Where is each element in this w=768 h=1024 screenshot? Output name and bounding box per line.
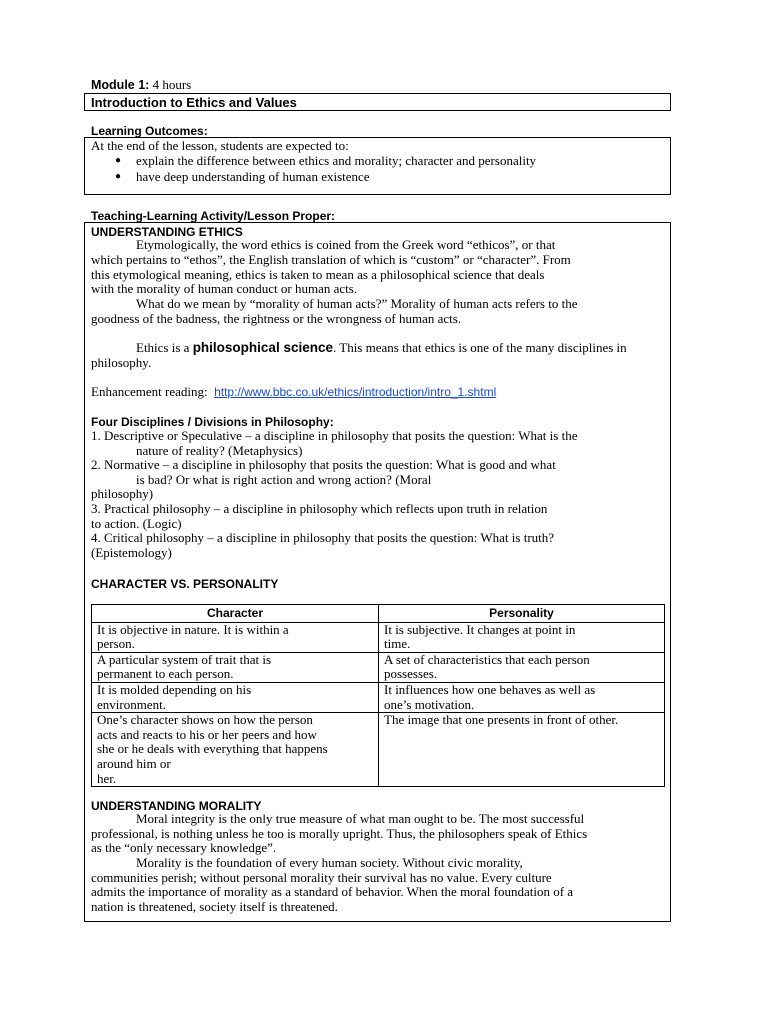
table-row <box>92 713 665 787</box>
character-cell <box>92 713 379 787</box>
character-personality-heading: CHARACTER VS. PERSONALITY <box>91 577 279 591</box>
cell-line: possesses. <box>384 666 438 682</box>
module-label: Module 1: <box>91 78 150 92</box>
discipline-line: nature of reality? (Metaphysics) <box>136 443 303 458</box>
morality-p2-line: communities perish; without personal morality their survival has no value. Every culture <box>91 870 552 885</box>
ethics-p2-line: What do we mean by “morality of human acts?” Morality of human acts refers to the <box>136 296 578 311</box>
cell-line: time. <box>384 636 411 652</box>
learning-outcomes-heading: Learning Outcomes: <box>91 124 208 138</box>
enhancement-reading <box>91 385 496 400</box>
learning-outcomes-box <box>84 137 671 195</box>
discipline-line: 1. Descriptive or Speculative – a discipline in philosophy that posits the question: What is the <box>91 428 578 443</box>
cell-line: she or he deals with everything that happens <box>97 741 328 757</box>
table-row <box>92 652 665 682</box>
discipline-line: is bad? Or what is right action and wrong action? (Moral <box>136 472 432 487</box>
ethics-p1-line: Etymologically, the word ethics is coined from the Greek word “ethicos”, or that <box>136 237 556 252</box>
personality-cell <box>379 652 665 682</box>
understanding-ethics-heading: UNDERSTANDING ETHICS <box>91 225 243 239</box>
discipline-line: to action. (Logic) <box>91 516 182 531</box>
philosophical-science-term: philosophical science <box>192 340 333 355</box>
discipline-line: 2. Normative – a discipline in philosophy that posits the question: What is good and what <box>91 457 556 472</box>
ethics-p2-line: goodness of the badness, the rightness or the wrongness of human acts. <box>91 311 462 326</box>
character-cell <box>92 682 379 712</box>
personality-cell <box>379 622 665 652</box>
cell-line: acts and reacts to his or her peers and how <box>97 726 317 742</box>
cell-line: A set of characteristics that each person <box>384 651 590 667</box>
ethics-p1-line: which pertains to “ethos”, the English translation of which is “custom” or “character”. From <box>91 252 571 267</box>
cell-line: It is objective in nature. It is within a <box>97 621 289 637</box>
personality-cell <box>379 682 665 712</box>
discipline-line: 3. Practical philosophy – a discipline in philosophy which reflects upon truth in relation <box>91 501 548 516</box>
bullet-icon: ● <box>115 171 122 182</box>
column-header-character: Character <box>92 605 379 623</box>
outcome-item: have deep understanding of human existence <box>136 169 370 184</box>
ethics-p3-post: . This means that ethics is one of the many disciplines in <box>332 340 627 355</box>
ethics-p1-line: with the morality of human conduct or human acts. <box>91 281 358 296</box>
enhancement-link[interactable]: http://www.bbc.co.uk/ethics/introduction/intro_1.shtml <box>214 385 497 399</box>
table-row <box>92 622 665 652</box>
ethics-p3-pre: Ethics is a <box>136 340 193 355</box>
cell-line: around him or <box>97 755 171 771</box>
discipline-line: 4. Critical philosophy – a discipline in philosophy that posits the question: What is truth? <box>91 530 555 545</box>
table-header-row <box>92 605 665 623</box>
table-row <box>92 682 665 712</box>
morality-p1-line: professional, is nothing unless he too is morally upright. Thus, the philosophers speak of Ethics <box>91 826 588 841</box>
cell-line: One’s character shows on how the person <box>97 712 313 728</box>
character-cell <box>92 652 379 682</box>
character-personality-table <box>91 604 665 787</box>
outcome-item: explain the difference between ethics and morality; character and personality <box>136 153 537 168</box>
cell-line: It influences how one behaves as well as <box>384 681 596 697</box>
ethics-p3-line2: philosophy. <box>91 355 152 370</box>
discipline-line: philosophy) <box>91 486 154 501</box>
lesson-heading: Teaching-Learning Activity/Lesson Proper: <box>91 209 336 223</box>
cell-line: person. <box>97 636 135 652</box>
cell-line: The image that one presents in front of other. <box>384 712 619 728</box>
column-header-personality: Personality <box>379 605 665 623</box>
cell-line: her. <box>97 770 117 786</box>
ethics-p3-line <box>136 341 627 356</box>
morality-p2-line: nation is threatened, society itself is threatened. <box>91 899 338 914</box>
title-box <box>84 93 671 111</box>
morality-p2-line: Morality is the foundation of every human society. Without civic morality, <box>136 855 523 870</box>
disciplines-heading: Four Disciplines / Divisions in Philosophy: <box>91 415 334 429</box>
module-line <box>91 78 191 93</box>
ethics-p1-line: this etymological meaning, ethics is taken to mean as a philosophical science that deals <box>91 267 545 282</box>
page-title: Introduction to Ethics and Values <box>91 95 297 110</box>
cell-line: environment. <box>97 696 166 712</box>
cell-line: It is subjective. It changes at point in <box>384 621 576 637</box>
morality-p1-line: Moral integrity is the only true measure of what man ought to be. The most successful <box>136 811 585 826</box>
enhancement-label: Enhancement reading: <box>91 384 208 399</box>
module-hours: 4 hours <box>152 77 192 92</box>
cell-line: A particular system of trait that is <box>97 651 272 667</box>
learning-outcomes-intro: At the end of the lesson, students are expected to: <box>91 138 349 153</box>
character-cell <box>92 622 379 652</box>
cell-line: one’s motivation. <box>384 696 475 712</box>
discipline-line: (Epistemology) <box>91 545 172 560</box>
morality-p2-line: admits the importance of morality as a standard of behavior. When the moral foundation of a <box>91 884 574 899</box>
understanding-morality-heading: UNDERSTANDING MORALITY <box>91 799 262 813</box>
personality-cell <box>379 713 665 787</box>
cell-line: permanent to each person. <box>97 666 234 682</box>
morality-p1-line: as the “only necessary knowledge”. <box>91 840 277 855</box>
bullet-icon: ● <box>115 155 122 166</box>
cell-line: It is molded depending on his <box>97 681 252 697</box>
